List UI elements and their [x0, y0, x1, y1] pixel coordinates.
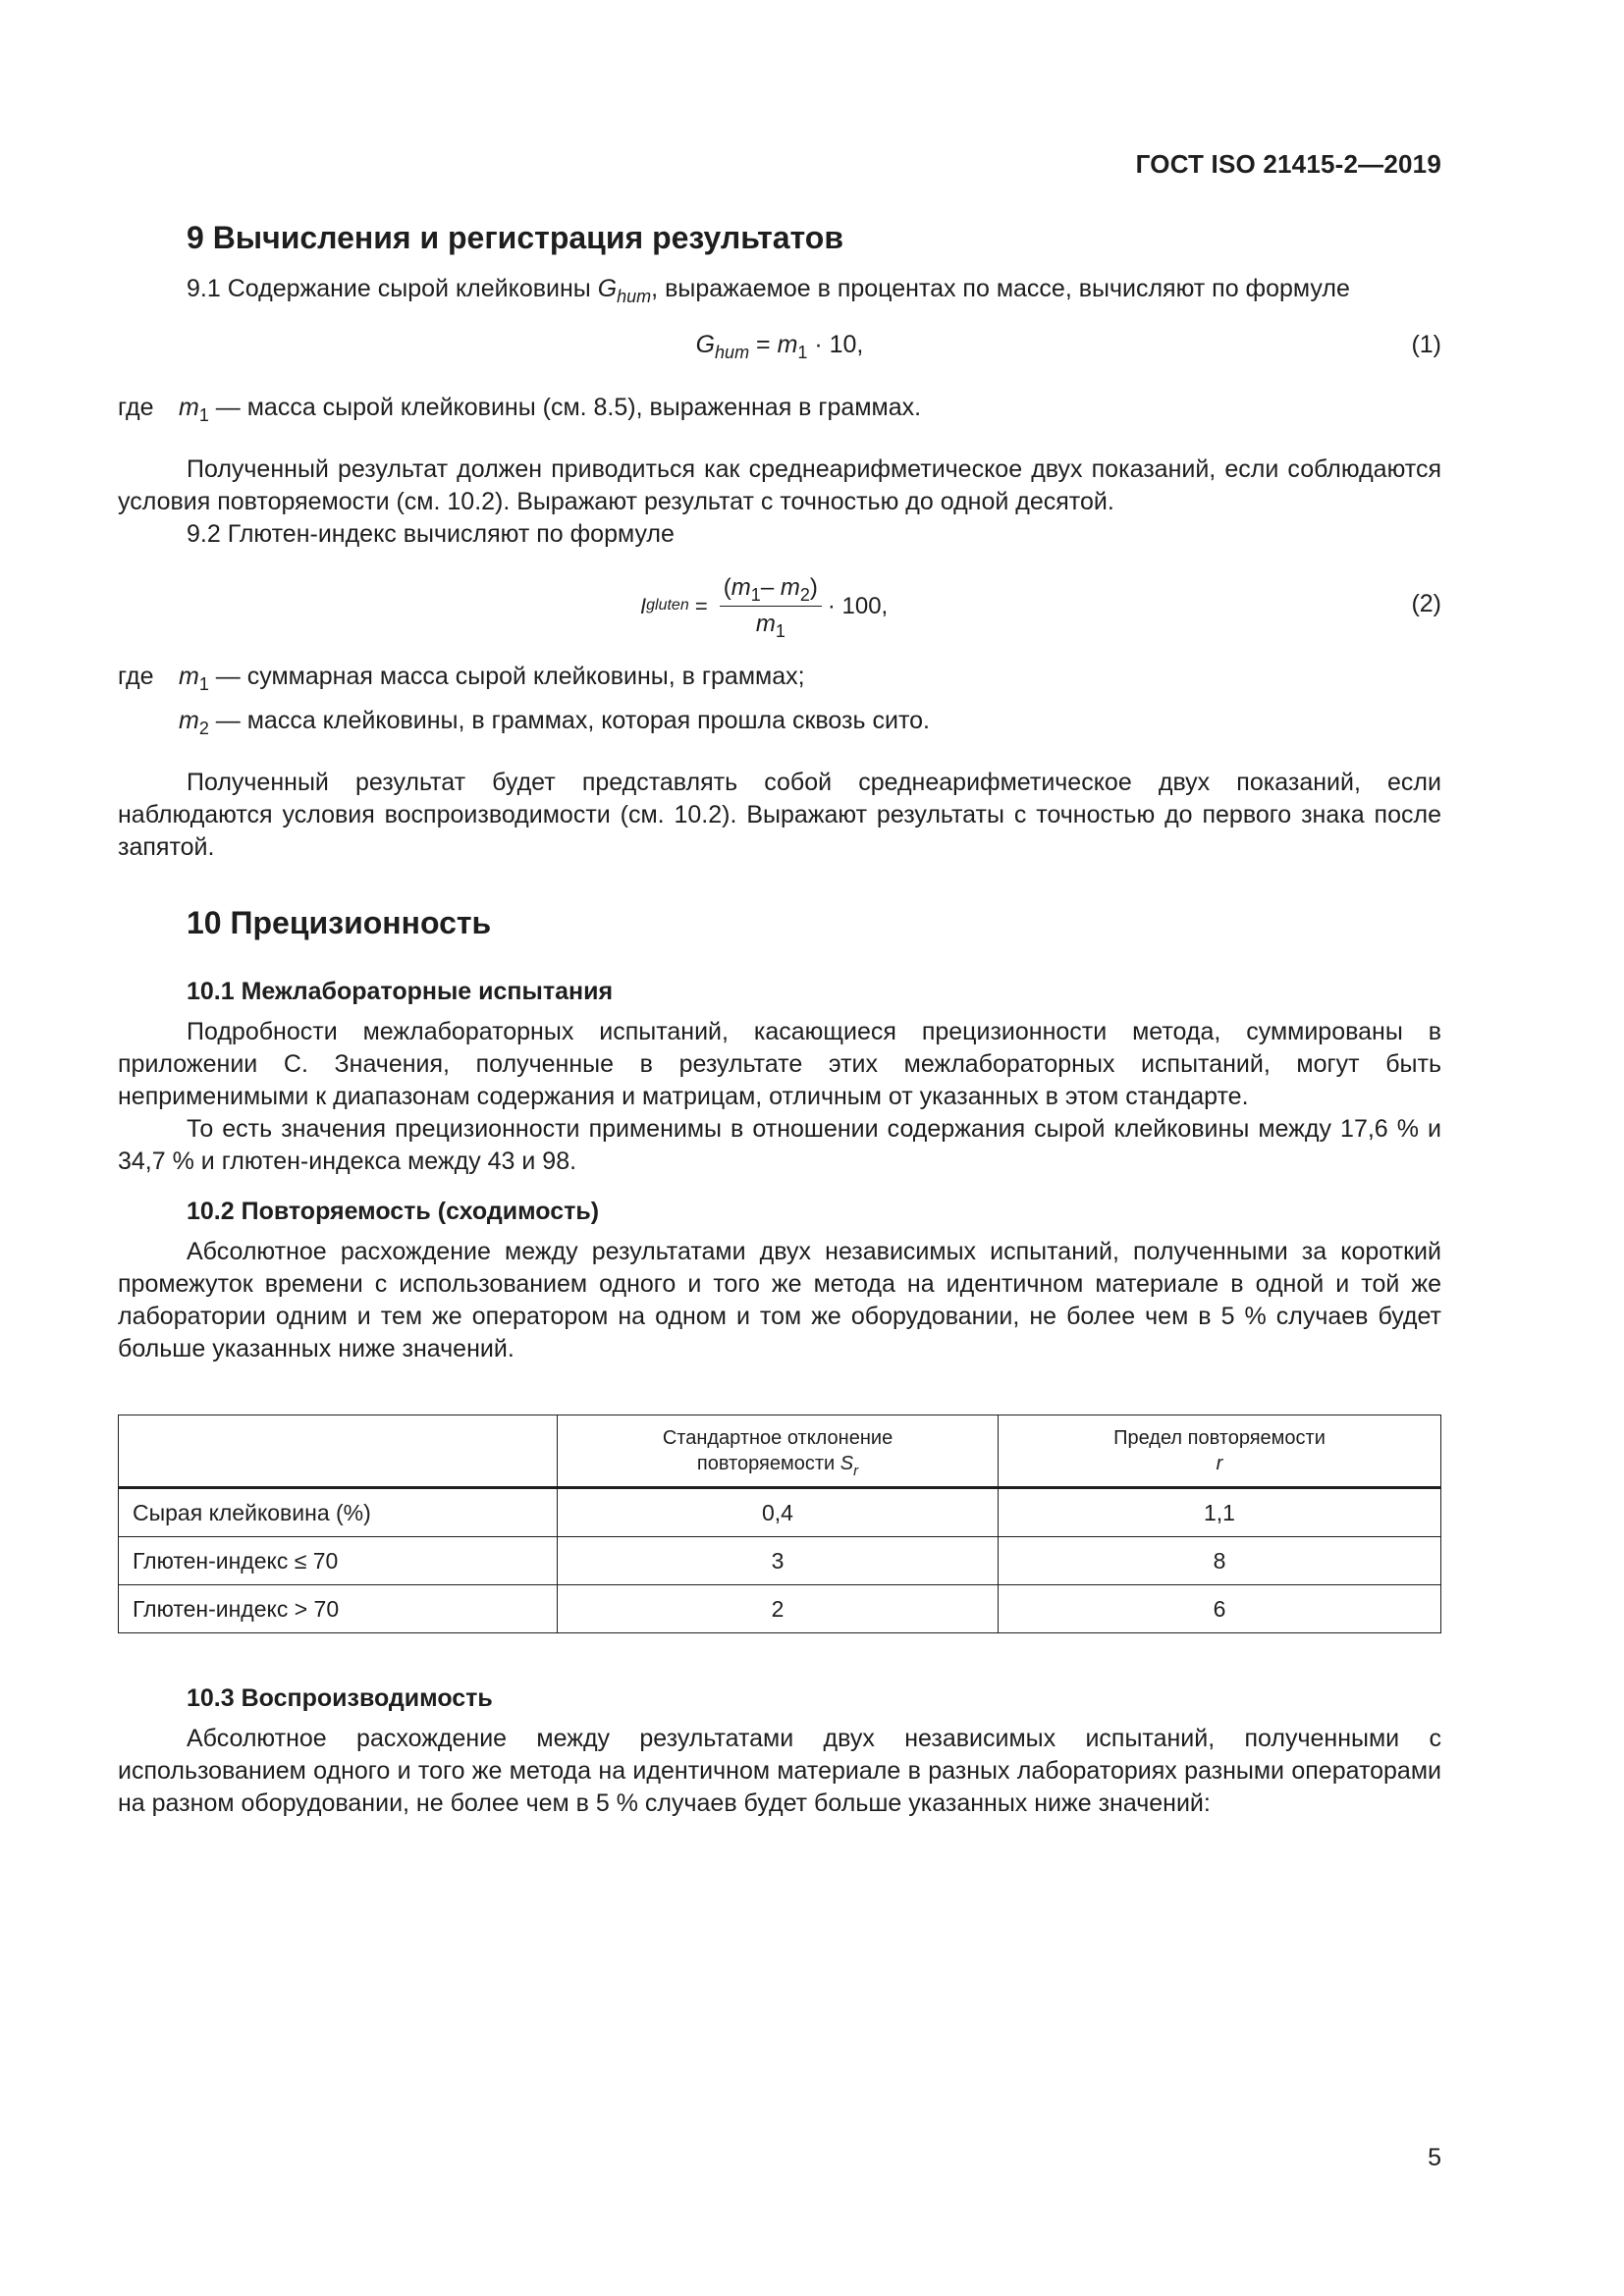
- table-header-empty: [119, 1415, 558, 1488]
- formula-2-paren-open: (: [723, 573, 731, 601]
- section-10-title: 10 Прецизионность: [187, 905, 492, 940]
- formula-1-expression: [118, 329, 1441, 361]
- where-2a-var: m: [179, 663, 199, 690]
- variable-g: G: [597, 275, 618, 302]
- variable-g-sub: hum: [617, 287, 652, 306]
- table-header-row: [119, 1415, 1441, 1488]
- where-1-definition: [179, 392, 921, 424]
- formula-2-fraction: [720, 573, 822, 641]
- table-row: [119, 1488, 1441, 1537]
- paragraph-result-1: Полученный результат должен приводиться как среднеарифметическое двух показаний, если соблюдаются условия повторяемости (см. 10.2). Выражают результат с точностью до одной десятой.: [118, 455, 1441, 515]
- section-10-3-title: 10.3 Воспроизводимость: [187, 1684, 493, 1712]
- table-cell-r: 8: [999, 1537, 1441, 1585]
- formula-2-m1: m: [731, 573, 751, 601]
- table-header-sr: [558, 1415, 999, 1488]
- paragraph-result-2: Полученный результат будет представлять собой среднеарифметическое двух показаний, если наблюдаются условия воспроизводимости (см. 10.2). Выражают результаты с точностью до первого знака после запятой.: [118, 769, 1441, 861]
- formula-1-lhs-sub: hum: [715, 343, 750, 362]
- table-cell-sr: 3: [558, 1537, 999, 1585]
- formula-2-m2: m: [780, 573, 800, 601]
- formula-2: [118, 561, 1441, 651]
- section-10-2-title: 10.2 Повторяемость (сходимость): [187, 1198, 600, 1225]
- where-2-label: где: [118, 663, 154, 690]
- where-2b-var: m: [179, 707, 199, 734]
- where-2b-definition: [179, 705, 1441, 737]
- where-1-var: m: [179, 394, 199, 421]
- formula-1-m: m: [777, 331, 798, 358]
- table-cell-r: 1,1: [999, 1488, 1441, 1537]
- paragraph-10-3: Абсолютное расхождение между результатами двух независимых испытаний, полученными с использованием одного и того же метода на идентичном материале в разных лабораториях разными операторами на разном оборудовании, не более чем в 5 % случаев будет больше указанных ниже значений:: [118, 1725, 1441, 1817]
- table-cell-label: Глютен-индекс > 70: [119, 1585, 558, 1633]
- formula-2-bot-m: m: [755, 610, 776, 637]
- table-row: [119, 1585, 1441, 1633]
- formula-2-rest: · 100,: [827, 592, 889, 619]
- page-content: [118, 218, 1441, 1820]
- formula-2-eq: =: [688, 593, 714, 618]
- formula-2-lhs: I: [640, 593, 647, 618]
- formula-2-numerator: [720, 574, 822, 607]
- section-10-1-title: 10.1 Межлабораторные испытания: [187, 978, 614, 1005]
- where-2a-definition: [179, 661, 805, 693]
- formula-2-m2-sub: 2: [799, 584, 810, 605]
- formula-2-denominator: [755, 607, 785, 641]
- where-block-2: [118, 661, 1441, 693]
- table-header-r: [999, 1415, 1441, 1488]
- formula-2-minus: –: [760, 573, 781, 601]
- paragraph-10-2: Абсолютное расхождение между результатами двух независимых испытаний, полученными за короткий промежуток времени с использованием одного и того же метода на идентичном материале в одной и той же лаборатории одним и тем же оператором на одном и том же оборудовании, не более чем в 5 % случаев будет больше указанных ниже значений.: [118, 1238, 1441, 1362]
- formula-1: [118, 319, 1441, 378]
- paragraph-9-1: [118, 273, 1441, 305]
- table-cell-sr: 0,4: [558, 1488, 999, 1537]
- header-r-line1: Предел повторяемости: [1113, 1427, 1326, 1449]
- header-sr-sub: r: [853, 1463, 859, 1479]
- table-cell-label: Глютен-индекс ≤ 70: [119, 1537, 558, 1585]
- formula-1-eq: =: [749, 331, 778, 358]
- where-label: где: [118, 394, 154, 421]
- where-1-text: — масса сырой клейковины (см. 8.5), выраженная в граммах.: [208, 394, 922, 421]
- formula-2-expression: [640, 561, 888, 651]
- header-sr-line1: Стандартное отклонение: [662, 1427, 893, 1449]
- formula-2-lhs-sub: gluten: [646, 597, 689, 614]
- where-block-1: [118, 392, 1441, 424]
- where-2b-sub: 2: [198, 719, 209, 738]
- header-r-var: r: [1216, 1453, 1223, 1474]
- document-id: ГОСТ ISO 21415-2—2019: [1135, 149, 1441, 179]
- table-row: [119, 1537, 1441, 1585]
- paragraph-9-1-text-b: , выражаемое в процентах по массе, вычисляют по формуле: [651, 275, 1350, 302]
- page-number: 5: [1428, 2144, 1441, 2171]
- where-2a-text: — суммарная масса сырой клейковины, в граммах;: [208, 663, 805, 690]
- formula-1-m-sub: 1: [797, 343, 808, 362]
- section-9-title: 9 Вычисления и регистрация результатов: [187, 220, 844, 255]
- table-cell-sr: 2: [558, 1585, 999, 1633]
- paragraph-10-1-b: То есть значения прецизионности применимы в отношении содержания сырой клейковины между 17,6 % и 34,7 % и глютен-индекса между 43 и 98.: [118, 1115, 1441, 1175]
- formula-2-m1-sub: 1: [750, 584, 761, 605]
- formula-1-lhs: G: [695, 331, 716, 358]
- header-sr-var: S: [839, 1453, 854, 1474]
- table-cell-label: Сырая клейковина (%): [119, 1488, 558, 1537]
- where-1-sub: 1: [198, 405, 209, 425]
- repeatability-table: [118, 1415, 1441, 1633]
- header-sr-line2: повторяемости: [696, 1453, 840, 1474]
- formula-2-paren-close: ): [809, 573, 818, 601]
- formula-2-number: (2): [1411, 590, 1441, 617]
- table-cell-r: 6: [999, 1585, 1441, 1633]
- paragraph-10-1-a: Подробности межлабораторных испытаний, касающиеся прецизионности метода, суммированы в приложении С. Значения, полученные в результате этих межлабораторных испытаний, могут быть неприменимыми к диапазонам содержания и матрицам, отличным от указанных в этом стандарте.: [118, 1018, 1441, 1110]
- formula-2-bot-sub: 1: [775, 620, 785, 641]
- formula-1-rest: · 10,: [807, 331, 864, 358]
- where-2b-text: — масса клейковины, в граммах, которая прошла сквозь сито.: [208, 707, 930, 734]
- paragraph-9-2: 9.2 Глютен-индекс вычисляют по формуле: [187, 520, 675, 548]
- formula-1-number: (1): [1411, 331, 1441, 358]
- where-2a-sub: 1: [198, 674, 209, 694]
- paragraph-9-1-text-a: 9.1 Содержание сырой клейковины: [187, 275, 598, 302]
